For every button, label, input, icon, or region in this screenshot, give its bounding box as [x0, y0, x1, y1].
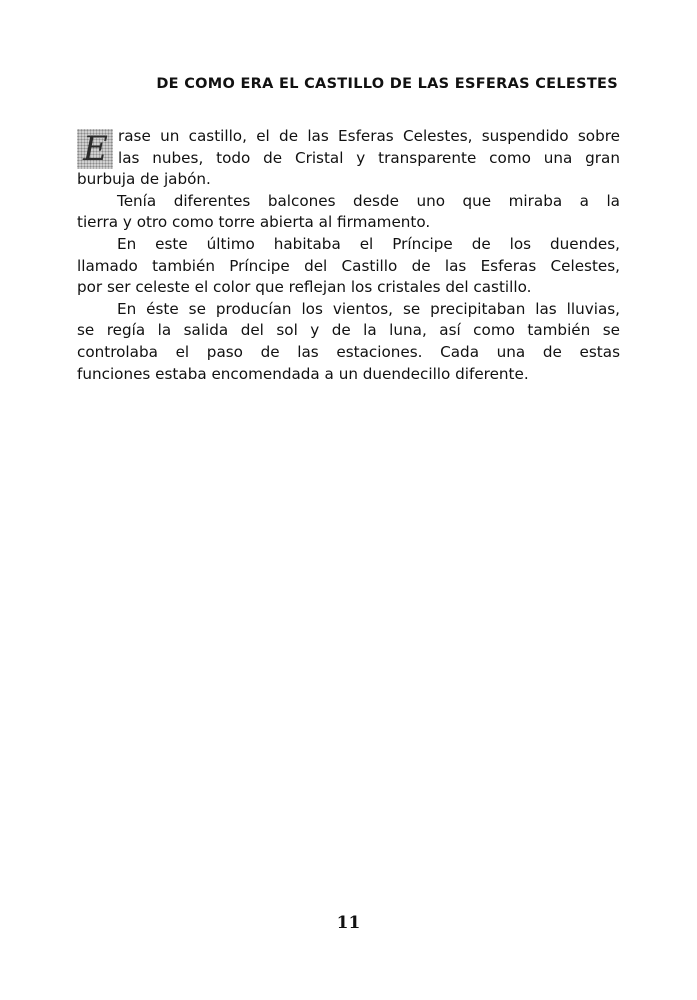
page-number: 11: [336, 913, 361, 933]
chapter-title: DE COMO ERA EL CASTILLO DE LAS ESFERAS CELESTES: [156, 76, 618, 92]
paragraph-2-line-2: tierra y otro como torre abierta al firmamento.: [77, 213, 431, 232]
body-text: [77, 126, 620, 385]
paragraph-4-line-2: se regía la salida del sol y de la luna, así como también se: [77, 321, 620, 340]
paragraph-3-line-1: En este último habitaba el Príncipe de los duendes,: [117, 234, 620, 253]
paragraph-4-line-3: controlaba el paso de las estaciones. Cada una de estas: [77, 342, 620, 361]
paragraph-4-line-4: funciones estaba encomendada a un duendecillo diferente.: [77, 364, 529, 383]
paragraph-1-line-1: rase un castillo, el de las Esferas Celestes, suspendido sobre: [118, 127, 620, 145]
paragraph-2-line-1: Tenía diferentes balcones desde uno que miraba a la: [117, 191, 620, 210]
paragraph-1-line-2: las nubes, todo de Cristal y transparente como una gran: [118, 148, 620, 167]
drop-cap-letter: E: [83, 129, 108, 169]
drop-cap-ornament: [77, 129, 113, 169]
paragraph-3-line-2: llamado también Príncipe del Castillo de las Esferas Celestes,: [77, 256, 620, 275]
paragraph-1-line-3: burbuja de jabón.: [77, 170, 211, 189]
paragraph-3-line-3: por ser celeste el color que reflejan los cristales del castillo.: [77, 278, 532, 297]
paragraph-4-line-1: En éste se producían los vientos, se precipitaban las lluvias,: [117, 299, 620, 318]
